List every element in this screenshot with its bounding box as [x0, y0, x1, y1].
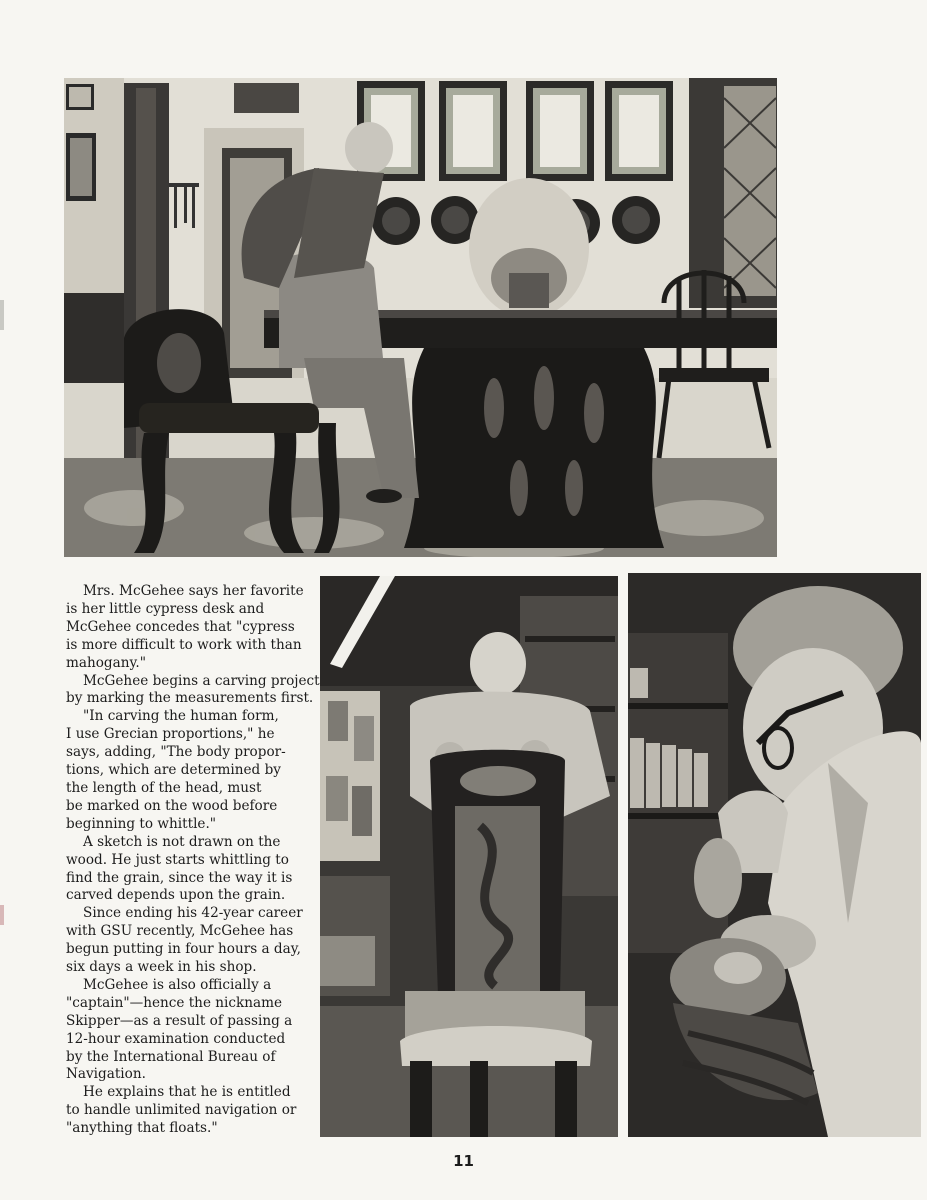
article-paragraph: Mrs. McGehee says her favorite is her little cypress desk and McGehee concedes that "cypress is more difficult to work with than mahogany.": [66, 583, 304, 671]
photo-carved-dragon-chair: [320, 576, 618, 1137]
article-paragraph: He explains that he is entitled to handle unlimited navigation or "anything that floats.": [66, 1084, 297, 1137]
article-paragraph: "In carving the human form, I use Grecian proportions," he says, adding, "The body propor- tions, which are determined by the length of the head, must be marked on the wood before beginning to whittle.": [66, 708, 286, 832]
page-edge-mark: [0, 300, 4, 330]
article-paragraph: Since ending his 42-year career with GSU recently, McGehee has begun putting in four hours a day, six days a week in his shop.: [66, 905, 303, 976]
photo-man-carving-figure: [628, 573, 921, 1137]
article-body: [66, 583, 320, 1138]
article-paragraph: McGehee begins a carving project by marking the measurements first.: [66, 672, 320, 707]
photo-dining-room-couple: [64, 78, 777, 557]
page-number: 11: [453, 1152, 474, 1170]
article-paragraph: A sketch is not drawn on the wood. He just starts whittling to find the grain, since the way it is carved depends upon the grain.: [66, 833, 293, 904]
page-edge-mark: [0, 905, 4, 925]
article-paragraph: McGehee is also officially a "captain"—hence the nickname Skipper—as a result of passing a 12-hour examination conducted by the International Bureau of Navigation.: [66, 976, 293, 1083]
